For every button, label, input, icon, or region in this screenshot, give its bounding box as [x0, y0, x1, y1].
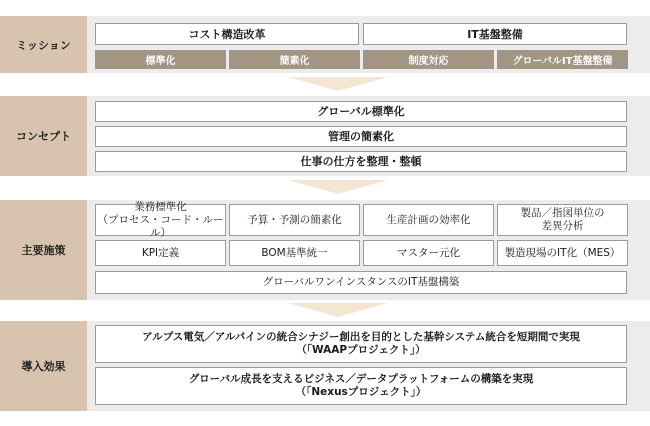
flow-arrow-2 — [288, 180, 388, 194]
effect-waap: アルプス電気／アルパインの統合シナジー創出を目的とした基幹システム統合を短期間で実現 （「WAAPプロジェクト」） — [95, 325, 627, 363]
measure-production-plan: 生産計画の効率化 — [363, 204, 494, 236]
measure-kpi: KPI定義 — [95, 240, 226, 266]
measure-budget-simplify: 予算・予測の簡素化 — [229, 204, 360, 236]
concept-item-global-standard: グローバル標準化 — [95, 101, 627, 122]
mission-goal-cost: コスト構造改革 — [95, 23, 359, 45]
mission-goal-it: IT基盤整備 — [363, 23, 627, 45]
measure-business-standard: 業務標準化 （プロセス・コード・ルール） — [95, 204, 226, 236]
measure-mes: 製造現場のIT化（MES） — [497, 240, 628, 266]
measure-bom: BOM基準統一 — [229, 240, 360, 266]
mission-tag-simplify: 簡素化 — [229, 50, 360, 69]
concept-label: コンセプト — [0, 96, 87, 176]
mission-tag-standardize: 標準化 — [95, 50, 226, 69]
measure-master: マスター元化 — [363, 240, 494, 266]
concept-item-simplify-mgmt: 管理の簡素化 — [95, 126, 627, 147]
flow-arrow-3 — [288, 303, 388, 317]
measure-variance-analysis: 製品／指図単位の 差異分析 — [497, 204, 628, 236]
concept-item-organize-work: 仕事の仕方を整理・整頓 — [95, 151, 627, 172]
effects-label: 導入効果 — [0, 321, 87, 411]
flow-arrow-1 — [288, 77, 388, 91]
measure-one-instance: グローバルワンインスタンスのIT基盤構築 — [95, 271, 627, 294]
mission-tag-global-it: グローバルIT基盤整備 — [497, 50, 628, 69]
mission-label: ミッション — [0, 16, 87, 73]
mission-tag-compliance: 制度対応 — [363, 50, 494, 69]
measures-label: 主要施策 — [0, 200, 87, 300]
effect-nexus: グローバル成長を支えるビジネス／データプラットフォームの構築を実現 （「Nexusプロジェクト」） — [95, 367, 627, 405]
